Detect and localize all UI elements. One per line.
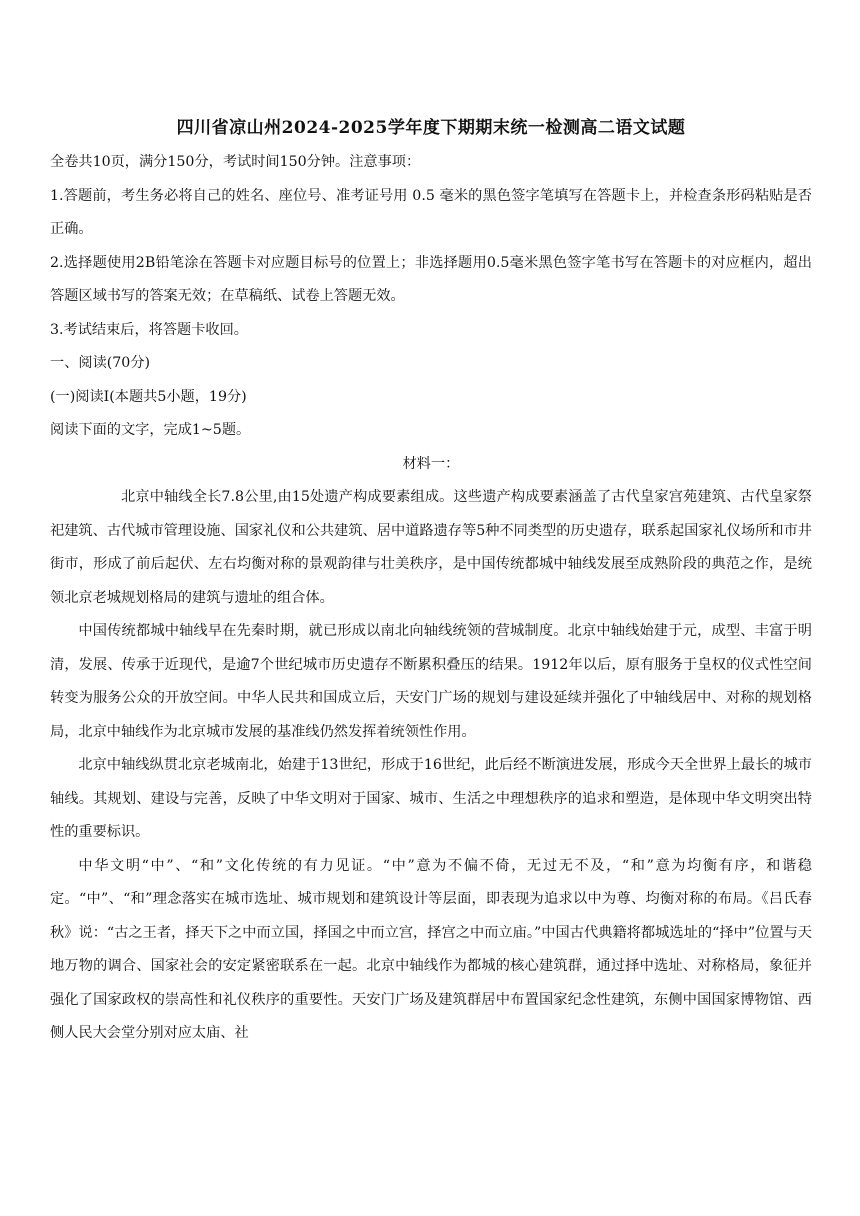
reading-instruction: 阅读下面的文字，完成1~5题。 <box>50 422 251 438</box>
note-3: 3.考试结束后，将答题卡收回。 <box>50 321 248 338</box>
note-2: 2.选择题使用2B铅笔涂在答题卡对应题目标号的位置上；非选择题用0.5毫米黑色签字笔书写在答题卡的对应框内，超出答题区域书写的答案无效；在草稿纸、试卷上答题无效。 <box>50 254 812 304</box>
exam-intro: 全卷共10页，满分150分，考试时间150分钟。注意事项： <box>50 154 421 170</box>
exam-title: 四川省凉山州2024-2025学年度下期期末统一检测高二语文试题 <box>176 118 686 138</box>
paragraph-3: 北京中轴线纵贯北京老城南北，始建于13世纪，形成于16世纪，此后经不断演进发展，形成今天全世界上最长的城市轴线。其规划、建设与完善，反映了中华文明对于国家、城市、生活之中理想秩序的追求和塑造，是体现中华文明突出特性的重要标识。 <box>50 757 812 840</box>
paragraph-4: 中华文明“中”、“和”文化传统的有力见证。“中”意为不偏不倚，无过无不及，“和”意为均衡有序，和谐稳定。“中”、“和”理念落实在城市选址、城市规划和建筑设计等层面，即表现为追求以中为尊、均衡对称的布局。《吕氏春秋》说：“古之王者，择天下之中而立国，择国之中而立宫，择宫之中而立庙。”中国古代典籍将都城选址的“择中”位置与天地万物的调合、国家社会的安定紧密联系在一起。北京中轴线作为都城的核心建筑群，通过择中选址、对称格局，象征并强化了国家政权的崇高性和礼仪秩序的重要性。天安门广场及建筑群居中布置国家纪念性建筑，东侧中国国家博物馆、西侧人民大会堂分别对应太庙、社 <box>50 857 812 1041</box>
exam-page <box>50 114 812 1051</box>
material-title: 材料一： <box>402 455 460 472</box>
subsection-heading: (一)阅读Ⅰ(本题共5小题，19分) <box>50 388 247 405</box>
note-1: 1.答题前，考生务必将自己的姓名、座位号、准考证号用 0.5 毫米的黑色签字笔填写在答题卡上，并检查条形码粘贴是否正确。 <box>50 187 812 237</box>
paragraph-1: 北京中轴线全长7.8公里,由15处遗产构成要素组成。这些遗产构成要素涵盖了古代皇家宫苑建筑、古代皇家祭祀建筑、古代城市管理设施、国家礼仪和公共建筑、居中道路遗存等5种不同类型的历史遗存，联系起国家礼仪场所和市井街市，形成了前后起伏、左右均衡对称的景观韵律与壮美秩序，是中国传统都城中轴线发展至成熟阶段的典范之作，是统领北京老城规划格局的建筑与遗址的组合体。 <box>50 489 812 606</box>
section-heading: 一、阅读(70分) <box>50 355 151 371</box>
paragraph-2: 中国传统都城中轴线早在先秦时期，就已形成以南北向轴线统领的营城制度。北京中轴线始建于元，成型、丰富于明清，发展、传承于近现代，是逾7个世纪城市历史遗存不断累积叠压的结果。1912年以后，原有服务于皇权的仪式性空间转变为服务公众的开放空间。中华人民共和国成立后，天安门广场的规划与建设延续并强化了中轴线居中、对称的规划格局，北京中轴线作为北京城市发展的基准线仍然发挥着统领性作用。 <box>50 623 812 740</box>
